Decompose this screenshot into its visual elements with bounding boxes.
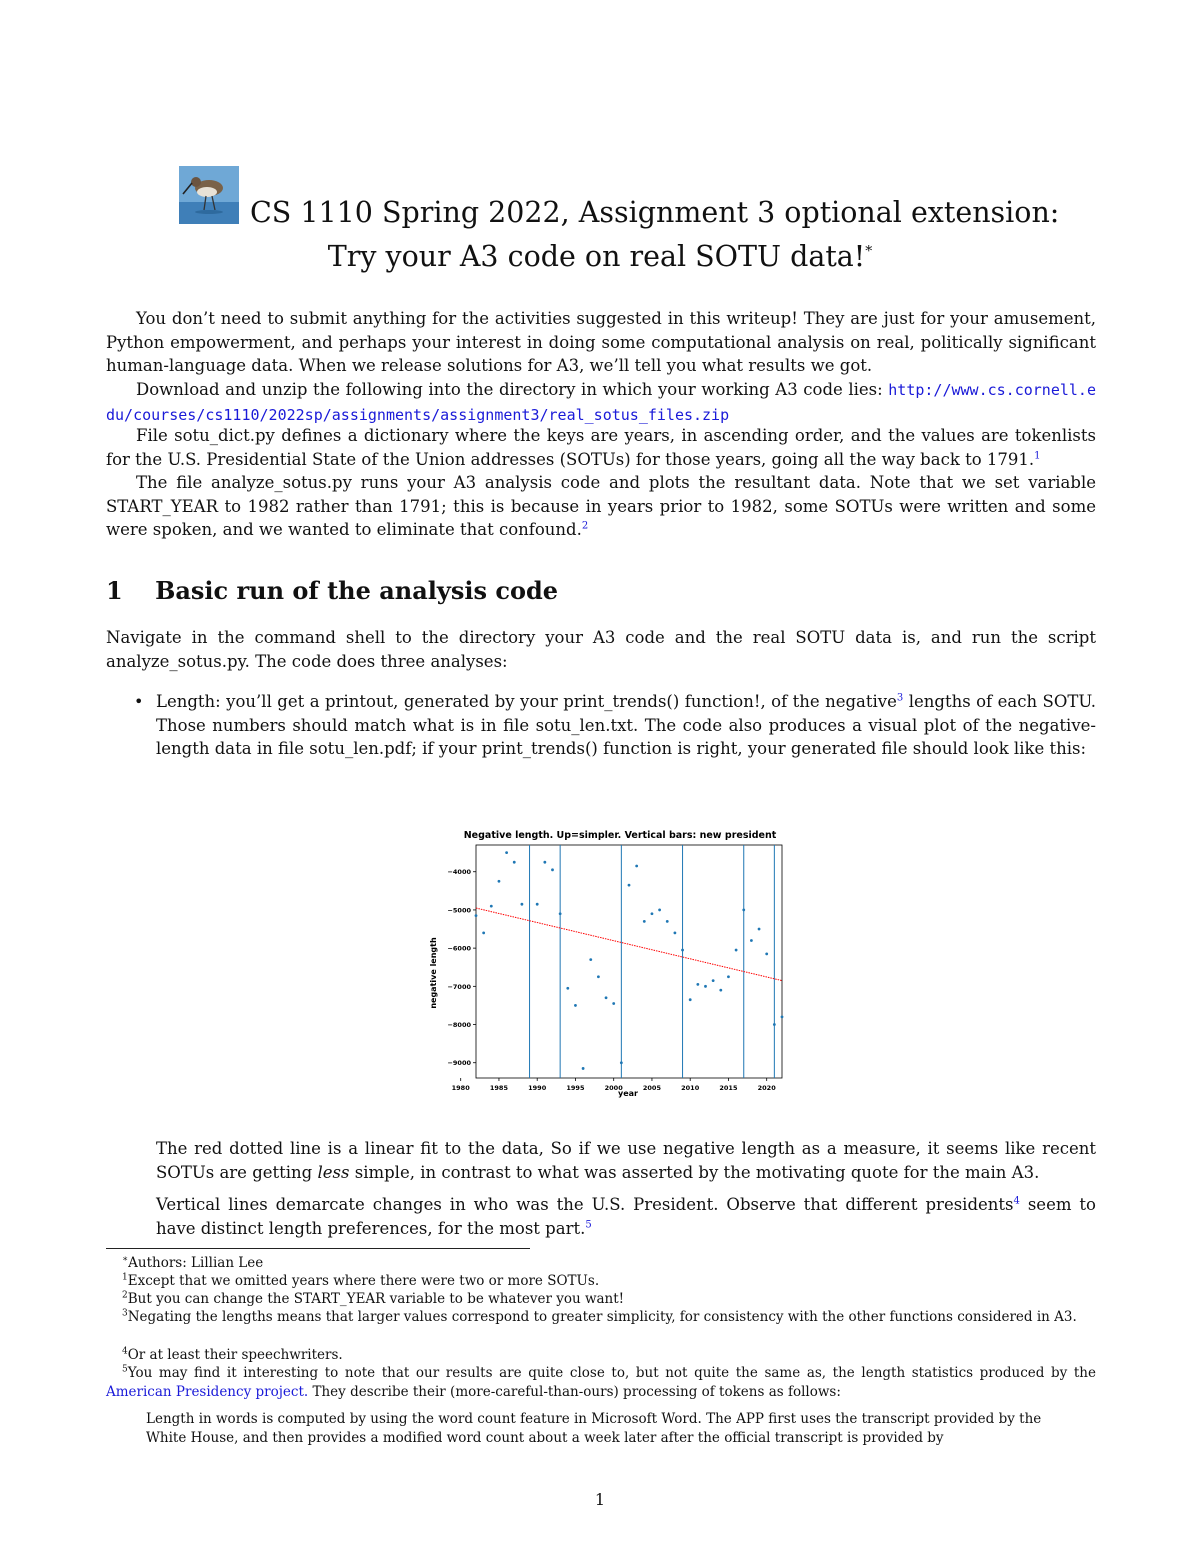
y-tick-label: −5000 — [447, 906, 471, 915]
plot-area — [476, 845, 782, 1078]
analyze-description: The file analyze_sotus.py runs your A3 analysis code and plots the resultant data. Note that we set variable START_YEAR to 1982 rather than 1791; this is because in years prior to 1982, some SOTUs were written and some were spoken, and we wanted to eliminate that confound. — [106, 473, 1096, 539]
footnote-3: $^3$Negating the lengths means that larger values correspond to greater simplicity, for consistency with the other functions considered in A3. — [122, 1308, 1077, 1325]
fit-text-emphasis: less — [317, 1162, 350, 1182]
download-link[interactable]: http://www.cs.cornell.edu/courses/cs1110/2022sp/assignments/assignment3/real_sotus_files.zip — [106, 381, 1096, 424]
american-presidency-project-link[interactable]: American Presidency project. — [106, 1384, 309, 1400]
data-point — [735, 949, 738, 952]
data-point — [704, 985, 707, 988]
vertical-lines-paragraph — [156, 1193, 1096, 1240]
chart-title: Negative length. Up=simpler. Vertical bars: new president — [463, 830, 777, 841]
vlines-text-b: seem to have distinct length preferences, for the most part. — [156, 1195, 1096, 1238]
y-tick-label: −9000 — [447, 1059, 471, 1068]
intro-paragraph-2 — [106, 378, 1096, 427]
x-tick-label: 1995 — [566, 1084, 585, 1092]
data-point — [781, 1015, 784, 1018]
y-tick-label: −8000 — [447, 1021, 471, 1030]
data-point — [635, 865, 638, 868]
footnote-4: $^4$Or at least their speechwriters. — [122, 1346, 343, 1363]
bird-logo-image — [179, 166, 239, 224]
data-point — [643, 920, 646, 923]
document-title-line2: Try your A3 code on real SOTU data!* — [327, 240, 873, 273]
section1-paragraph: Navigate in the command shell to the directory your A3 code and the real SOTU data is, and run the script analyze_sotus.py. The code does three analyses: — [106, 628, 1096, 671]
fit-line-paragraph — [156, 1137, 1096, 1184]
footnote-ref-2[interactable]: 2 — [581, 520, 589, 532]
sotu-dict-description: File sotu_dict.py defines a dictionary where the keys are years, in ascending order, and the values are tokenlists for the U.S. Presidential State of the Union addresses (SOTUs) for those years, going all the way back to 1791. — [106, 426, 1096, 469]
data-point — [765, 952, 768, 955]
y-tick-label: −6000 — [447, 944, 471, 953]
x-tick-label: 1990 — [528, 1084, 547, 1092]
section-heading — [106, 576, 558, 605]
data-point — [628, 884, 631, 887]
x-tick-label: 1980 — [451, 1084, 470, 1092]
data-point — [498, 880, 501, 883]
chart-xlabel: year — [618, 1089, 638, 1098]
x-tick-label: 2005 — [642, 1084, 661, 1092]
data-point — [773, 1023, 776, 1026]
data-point — [521, 903, 524, 906]
title-footnote-mark: * — [865, 243, 873, 260]
data-point — [719, 989, 722, 992]
data-point — [559, 912, 562, 915]
data-point — [727, 975, 730, 978]
footnote-ref-1[interactable]: 1 — [1034, 450, 1041, 461]
data-point — [490, 905, 493, 908]
length-bullet-text-a: Length: you’ll get a printout, generated by your print_trends() function!, of the negative — [156, 692, 897, 711]
section-title: Basic run of the analysis code — [155, 576, 559, 605]
y-tick-label: −7000 — [447, 982, 471, 991]
negative-length-chart — [420, 820, 790, 1110]
download-instruction: Download and unzip the following into the directory in which your working A3 code lies: — [136, 380, 889, 399]
footnote-ref-4[interactable]: 4 — [1013, 1195, 1020, 1207]
footnote-2: $^2$But you can change the START_YEAR variable to be whatever you want! — [122, 1290, 625, 1307]
footnote-star: ∗Authors: Lillian Lee — [122, 1254, 264, 1271]
data-point — [566, 987, 569, 990]
data-point — [612, 1002, 615, 1005]
data-point — [475, 914, 478, 917]
x-tick-label: 2020 — [757, 1084, 776, 1092]
bullet-marker: • — [134, 692, 144, 711]
vlines-text-a: Vertical lines demarcate changes in who was the U.S. President. Observe that different presidents — [156, 1195, 1014, 1214]
data-point — [658, 909, 661, 912]
data-point — [666, 920, 669, 923]
fit-text-b: simple, in contrast to what was asserted by the motivating quote for the main A3. — [349, 1162, 1040, 1182]
data-point — [696, 983, 699, 986]
fit-text-a: The red dotted line is a linear fit to the data, So if we use negative length as a measure, it seems like recent SOTUs are getting — [156, 1139, 1096, 1182]
footnote-rule — [106, 1248, 530, 1249]
data-point — [712, 979, 715, 982]
footnote-5: $^5$You may find it interesting to note that our results are quite close to, but not quite the same as, the length statistics produced by the American Presidency project. They describe their (more-careful-than-ours) processing of tokens as follows: — [106, 1364, 1096, 1400]
data-point — [597, 975, 600, 978]
data-point — [513, 861, 516, 864]
data-point — [482, 931, 485, 934]
y-tick-label: −4000 — [447, 868, 471, 877]
data-point — [574, 1004, 577, 1007]
x-tick-label: 2010 — [681, 1084, 700, 1092]
x-tick-label: 2000 — [604, 1084, 623, 1092]
footnote-ref-3[interactable]: 3 — [896, 692, 904, 704]
length-bullet-text-b: lengths of each SOTU. Those numbers should match what is in file sotu_len.txt. The code also produces a visual plot of the negative-length data in file sotu_len.pdf; if your print_trends() function is right, your generated file should look like this: — [156, 692, 1096, 758]
data-point — [605, 996, 608, 999]
footnote-ref-5[interactable]: 5 — [585, 1219, 592, 1230]
length-bullet — [156, 690, 1096, 761]
intro-paragraph-4 — [106, 471, 1096, 542]
section-number: 1 — [106, 576, 123, 605]
data-point — [505, 851, 508, 854]
data-point — [582, 1067, 585, 1070]
footnote-1: $^1$Except that we omitted years where there were two or more SOTUs. — [122, 1272, 600, 1289]
data-point — [543, 861, 546, 864]
intro-paragraph-1: You don’t need to submit anything for the activities suggested in this writeup! They are just for your amusement, Python empowerment, and perhaps your interest in doing some computational analysis on real, politically significant human-language data. When we release solutions for A3, we’ll tell you what results we got. — [106, 309, 1096, 375]
data-point — [651, 912, 654, 915]
chart-ylabel: negative length — [429, 937, 438, 1009]
data-point — [620, 1061, 623, 1064]
data-point — [551, 868, 554, 871]
x-tick-label: 2015 — [719, 1084, 738, 1092]
data-point — [750, 939, 753, 942]
footnote-5-quote: Length in words is computed by using the word count feature in Microsoft Word. The APP first uses the transcript provided by the White House, and then provides a modified word count about a week later after the official transcript is provided by — [146, 1411, 1042, 1446]
data-point — [758, 928, 761, 931]
x-tick-label: 1985 — [489, 1084, 508, 1092]
page-number: 1 — [594, 1490, 606, 1509]
data-point — [674, 931, 677, 934]
data-point — [689, 998, 692, 1001]
document-title-line1: CS 1110 Spring 2022, Assignment 3 optional extension: — [250, 196, 1060, 229]
data-point — [589, 958, 592, 961]
data-point — [742, 909, 745, 912]
data-point — [536, 903, 539, 906]
intro-paragraph-3 — [106, 424, 1096, 471]
data-point — [681, 949, 684, 952]
